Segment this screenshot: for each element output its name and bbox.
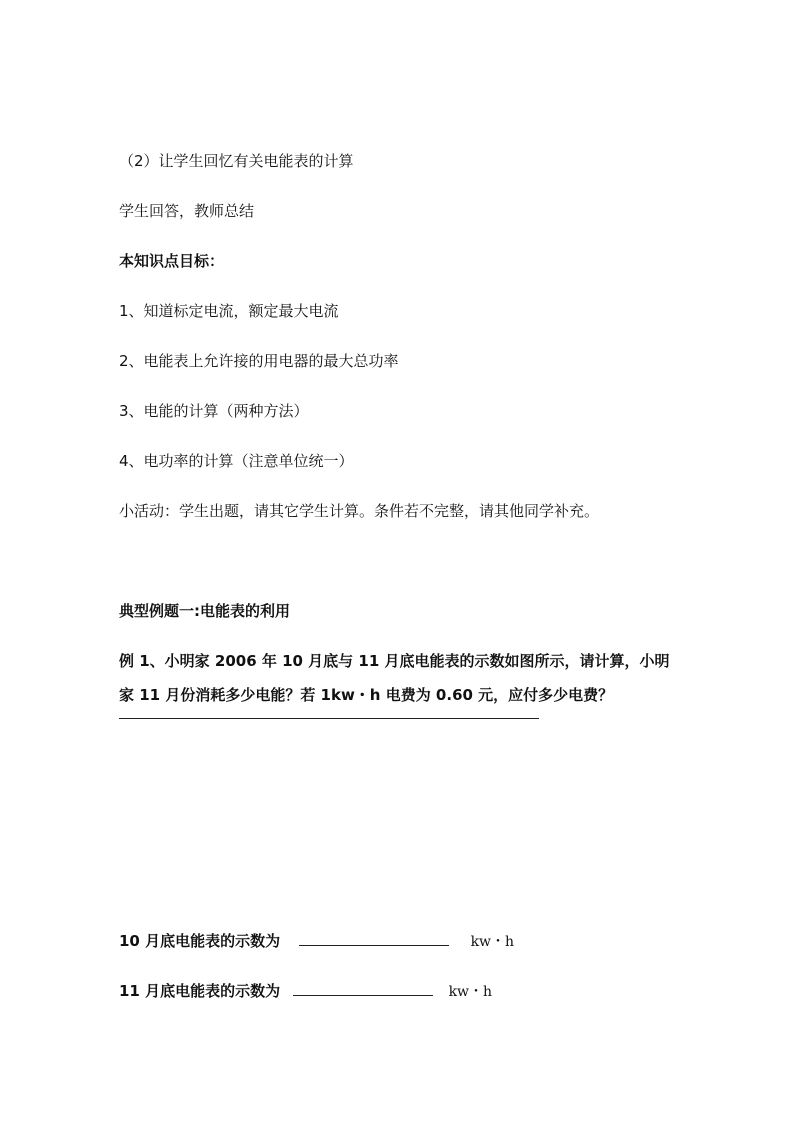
activity-text: 小活动：学生出题，请其它学生计算。条件若不完整，请其他同学补充。 xyxy=(119,502,600,520)
oct-reading-label: 10 月底电能表的示数为 xyxy=(119,932,281,950)
objective-item-1: 1、知道标定电流，额定最大电流 xyxy=(119,302,339,320)
example-question-line-2: 家 11 月份消耗多少电能？若 1kw・h 电费为 0.60 元，应付多少电费？ xyxy=(119,686,614,704)
nov-reading-row xyxy=(119,981,492,1002)
example-heading: 典型例题一:电能表的利用 xyxy=(119,602,290,620)
intro-step: （2）让学生回忆有关电能表的计算 xyxy=(119,152,354,170)
intro-answer: 学生回答，教师总结 xyxy=(119,202,255,220)
objective-item-2: 2、电能表上允许接的用电器的最大总功率 xyxy=(119,352,399,370)
example-question-line-1: 例 1、小明家 2006 年 10 月底与 11 月底电能表的示数如图所示，请计算，小明 xyxy=(119,652,670,670)
nov-reading-unit: kw・h xyxy=(448,984,493,1000)
objectives-heading: 本知识点目标： xyxy=(119,252,225,270)
oct-reading-row xyxy=(119,931,514,952)
nov-reading-label: 11 月底电能表的示数为 xyxy=(119,982,281,1000)
oct-reading-unit: kw・h xyxy=(470,934,515,950)
objective-item-3: 3、电能的计算（两种方法） xyxy=(119,402,309,420)
objective-item-4: 4、电功率的计算（注意单位统一） xyxy=(119,452,354,470)
answer-underline xyxy=(119,718,539,719)
oct-reading-blank[interactable] xyxy=(299,931,449,946)
nov-reading-blank[interactable] xyxy=(293,981,433,996)
